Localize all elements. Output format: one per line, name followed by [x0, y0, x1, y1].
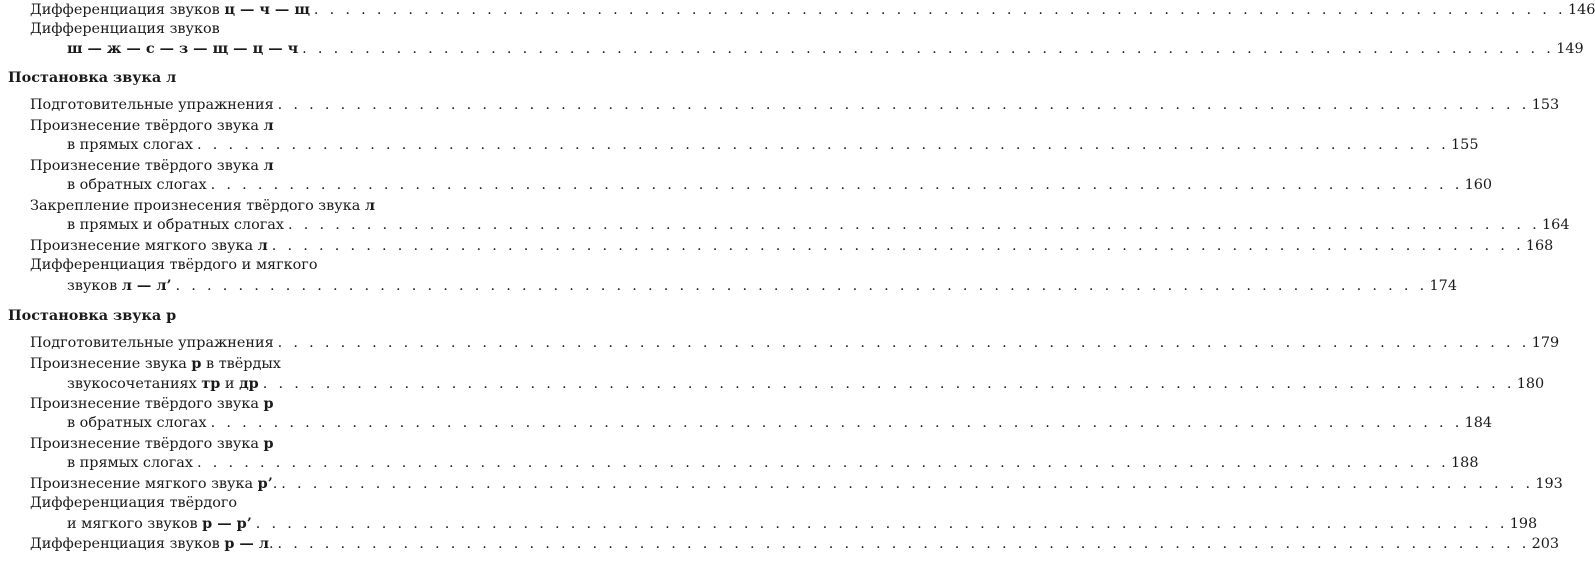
title-text: Произнесение твёрдого звука — [30, 158, 264, 174]
toc-entry-line[interactable] — [30, 156, 467, 175]
title-text: звуков — [67, 278, 122, 294]
sound-label: р’ — [257, 475, 273, 492]
toc-entry-line[interactable] — [30, 334, 1560, 353]
toc-entry-title — [30, 116, 274, 136]
toc-entry-title — [67, 216, 284, 235]
toc-entry-title — [67, 39, 298, 59]
dot-leader: . . . . . . . . . . . . . . . . . . . . . . . . . . . . . . . . . . . . . . . . . . . . . . . . . . . . . . . . . . . . . . . . . . . . . . . . . . . . . . . . — [255, 516, 1508, 532]
page-number: 198 — [1509, 516, 1538, 532]
page-number: 160 — [1464, 177, 1493, 193]
dot-leader: . . . . . . . . . . . . . . . . . . . . . . . . . . . . . . . . . . . . . . . . . . . . . . . . . . . . . . . . . . . . . . . . . . . . . . . . . . . . . . . . — [197, 137, 1450, 153]
toc-entry-line[interactable] — [67, 374, 1545, 393]
toc-entry-line[interactable] — [67, 276, 1457, 295]
title-text: Закрепление произнесения твёрдого звука — [30, 198, 365, 214]
title-text: Подготовительные упражнения — [30, 97, 274, 113]
toc-entry-title — [30, 334, 274, 353]
sound-label: ш — ж — с — з — щ — ц — ч — [67, 40, 299, 57]
toc-entry-title — [67, 136, 193, 155]
page-number: 188 — [1451, 455, 1479, 471]
toc-entry-title — [30, 534, 274, 554]
heading-text: Постановка звука — [8, 307, 167, 324]
dot-leader: . . . . . . . . . . . . . . . . . . . . . . . . . . . . . . . . . . . . . . . . . . . . . . . . . . . . . . . . . . . . . . . . . . . . . . . . . . . . . . . . — [210, 415, 1463, 431]
toc-entry-title — [67, 454, 193, 473]
sound-label: р — л — [224, 535, 269, 552]
page-number: 180 — [1516, 376, 1545, 392]
toc-entry-line[interactable] — [67, 514, 1538, 533]
title-text: Произнесение твёрдого звука — [30, 436, 264, 452]
title-text: и — [220, 376, 240, 392]
dot-leader: . . . . . . . . . . . . . . . . . . . . . . . . . . . . . . . . . . . . . . . . . . . . . . . . . . . . . . . . . . . . . . . . . . . . . . . . . . . . . . . . — [281, 476, 1534, 492]
toc-entry-line[interactable] — [67, 454, 1479, 473]
title-text: Дифференциация твёрдого — [30, 495, 238, 511]
page-number: 164 — [1542, 217, 1570, 233]
toc-entry-title — [30, 96, 274, 115]
toc-entry-line[interactable] — [30, 96, 1560, 115]
sound-label: р — [263, 435, 274, 452]
title-text: звукосочетаниях — [67, 376, 202, 392]
sound-label: л — [364, 197, 376, 214]
dot-leader: . . . . . . . . . . . . . . . . . . . . . . . . . . . . . . . . . . . . . . . . . . . . . . . . . . . . . . . . . . . . . . . . . . . . . . . . . . . . . . . . — [277, 335, 1530, 351]
dot-leader: . . . . . . . . . . . . . . . . . . . . . . . . . . . . . . . . . . . . . . . . . . . . . . . . . . . . . . . . . . . . . . . . . . . . . . . . . . . . . . . . — [175, 278, 1428, 294]
heading-text: р — [166, 307, 177, 324]
page-number: 146 — [1567, 2, 1595, 18]
toc-entry-line[interactable] — [67, 136, 1479, 155]
title-text: Произнесение мягкого звука — [30, 238, 258, 254]
title-text: в твёрдых — [201, 356, 281, 372]
page-number: 193 — [1535, 476, 1563, 492]
sound-label: л — л’ — [121, 277, 172, 294]
page-number: 203 — [1531, 536, 1560, 552]
toc-entry-title — [67, 276, 171, 296]
toc-entry-title — [30, 156, 274, 176]
title-text: в прямых и обратных слогах — [67, 217, 284, 233]
sound-label: ц — ч — щ — [224, 1, 310, 18]
toc-entry-line[interactable] — [30, 434, 467, 453]
page-number: 174 — [1429, 278, 1457, 294]
sound-label: др — [239, 375, 259, 392]
heading-text: л — [166, 69, 177, 86]
title-text: Произнесение мягкого звука — [30, 476, 258, 492]
dot-leader: . . . . . . . . . . . . . . . . . . . . . . . . . . . . . . . . . . . . . . . . . . . . . . . . . . . . . . . . . . . . . . . . . . . . . . . . . . . . . . . . — [197, 455, 1450, 471]
title-text: . — [272, 476, 278, 492]
title-text: в обратных слогах — [67, 415, 207, 431]
toc-entry-line[interactable] — [30, 116, 467, 135]
toc-entry-title — [67, 514, 252, 534]
toc-entry-line[interactable] — [30, 474, 1563, 493]
title-text: Произнесение твёрдого звука — [30, 396, 264, 412]
dot-leader: . . . . . . . . . . . . . . . . . . . . . . . . . . . . . . . . . . . . . . . . . . . . . . . . . . . . . . . . . . . . . . . . . . . . . . . . . . . . . . . . — [313, 2, 1566, 18]
toc-entry-title — [30, 196, 375, 216]
sound-label: р — [191, 355, 202, 372]
page-number: 155 — [1451, 137, 1479, 153]
sound-label: р — р’ — [202, 515, 252, 532]
sound-label: л — [263, 157, 274, 174]
title-text: Дифференциация твёрдого и мягкого — [30, 257, 318, 273]
title-text: Подготовительные упражнения — [30, 335, 274, 351]
toc-entry-line[interactable] — [67, 216, 1570, 235]
sound-label: л — [257, 237, 268, 254]
dot-leader: . . . . . . . . . . . . . . . . . . . . . . . . . . . . . . . . . . . . . . . . . . . . . . . . . . . . . . . . . . . . . . . . . . . . . . . . . . . . . . . . — [277, 97, 1530, 113]
toc-entry-title — [30, 20, 220, 39]
title-text: и мягкого звуков — [67, 516, 203, 532]
dot-leader: . . . . . . . . . . . . . . . . . . . . . . . . . . . . . . . . . . . . . . . . . . . . . . . . . . . . . . . . . . . . . . . . . . . . . . . . . . . . . . . . — [271, 238, 1524, 254]
sound-label: л — [263, 117, 274, 134]
toc-entry-line[interactable] — [30, 256, 467, 275]
toc-entry-title — [30, 256, 318, 275]
title-text: . — [268, 536, 274, 552]
toc-entry-line[interactable] — [30, 394, 467, 413]
toc-entry-title — [30, 494, 237, 513]
toc-entry-line[interactable] — [67, 414, 1493, 433]
toc-entry-line[interactable] — [67, 39, 1584, 58]
dot-leader: . . . . . . . . . . . . . . . . . . . . . . . . . . . . . . . . . . . . . . . . . . . . . . . . . . . . . . . . . . . . . . . . . . . . . . . . . . . . . . . . — [262, 376, 1515, 392]
title-text: в прямых слогах — [67, 137, 193, 153]
toc-entry-line[interactable] — [30, 236, 1554, 255]
title-text: в обратных слогах — [67, 177, 207, 193]
page-number: 184 — [1464, 415, 1493, 431]
heading-text: Постановка звука — [8, 69, 167, 86]
page-number: 149 — [1556, 41, 1584, 57]
sound-label: р — [263, 395, 274, 412]
sound-label: тр — [201, 375, 221, 392]
toc-entry-title — [30, 236, 268, 256]
page-number: 179 — [1531, 335, 1560, 351]
toc-entry-line[interactable] — [30, 494, 467, 513]
toc-entry-title — [30, 474, 277, 494]
page-number: 153 — [1531, 97, 1560, 113]
dot-leader: . . . . . . . . . . . . . . . . . . . . . . . . . . . . . . . . . . . . . . . . . . . . . . . . . . . . . . . . . . . . . . . . . . . . . . . . . . . . . . . . — [302, 41, 1555, 57]
title-text: Дифференциация звуков — [30, 2, 225, 18]
toc-entry-title — [67, 414, 207, 433]
title-text: Произнесение звука — [30, 356, 192, 372]
toc-entry-line[interactable] — [30, 534, 1560, 553]
title-text: Произнесение твёрдого звука — [30, 118, 264, 134]
toc-entry-line[interactable] — [30, 0, 1595, 19]
title-text: Дифференциация звуков — [30, 536, 225, 552]
dot-leader: . . . . . . . . . . . . . . . . . . . . . . . . . . . . . . . . . . . . . . . . . . . . . . . . . . . . . . . . . . . . . . . . . . . . . . . . . . . . . . . . — [287, 217, 1541, 233]
section-heading — [8, 68, 176, 87]
toc-entry-line[interactable] — [30, 196, 467, 215]
toc-entry-title — [67, 176, 207, 195]
title-text: Дифференциация звуков — [30, 21, 220, 37]
toc-entry-line[interactable] — [30, 354, 467, 373]
toc-entry-title — [67, 374, 259, 394]
toc-entry-title — [30, 394, 274, 414]
toc-entry-title — [30, 0, 310, 20]
dot-leader: . . . . . . . . . . . . . . . . . . . . . . . . . . . . . . . . . . . . . . . . . . . . . . . . . . . . . . . . . . . . . . . . . . . . . . . . . . . . . . . . — [277, 536, 1530, 552]
toc-entry-line[interactable] — [30, 20, 467, 39]
title-text: в прямых слогах — [67, 455, 193, 471]
section-heading — [8, 306, 176, 325]
toc-entry-title — [30, 354, 281, 374]
dot-leader: . . . . . . . . . . . . . . . . . . . . . . . . . . . . . . . . . . . . . . . . . . . . . . . . . . . . . . . . . . . . . . . . . . . . . . . . . . . . . . . . — [210, 177, 1463, 193]
toc-entry-title — [30, 434, 274, 454]
toc-entry-line[interactable] — [67, 176, 1493, 195]
page-number: 168 — [1525, 238, 1554, 254]
